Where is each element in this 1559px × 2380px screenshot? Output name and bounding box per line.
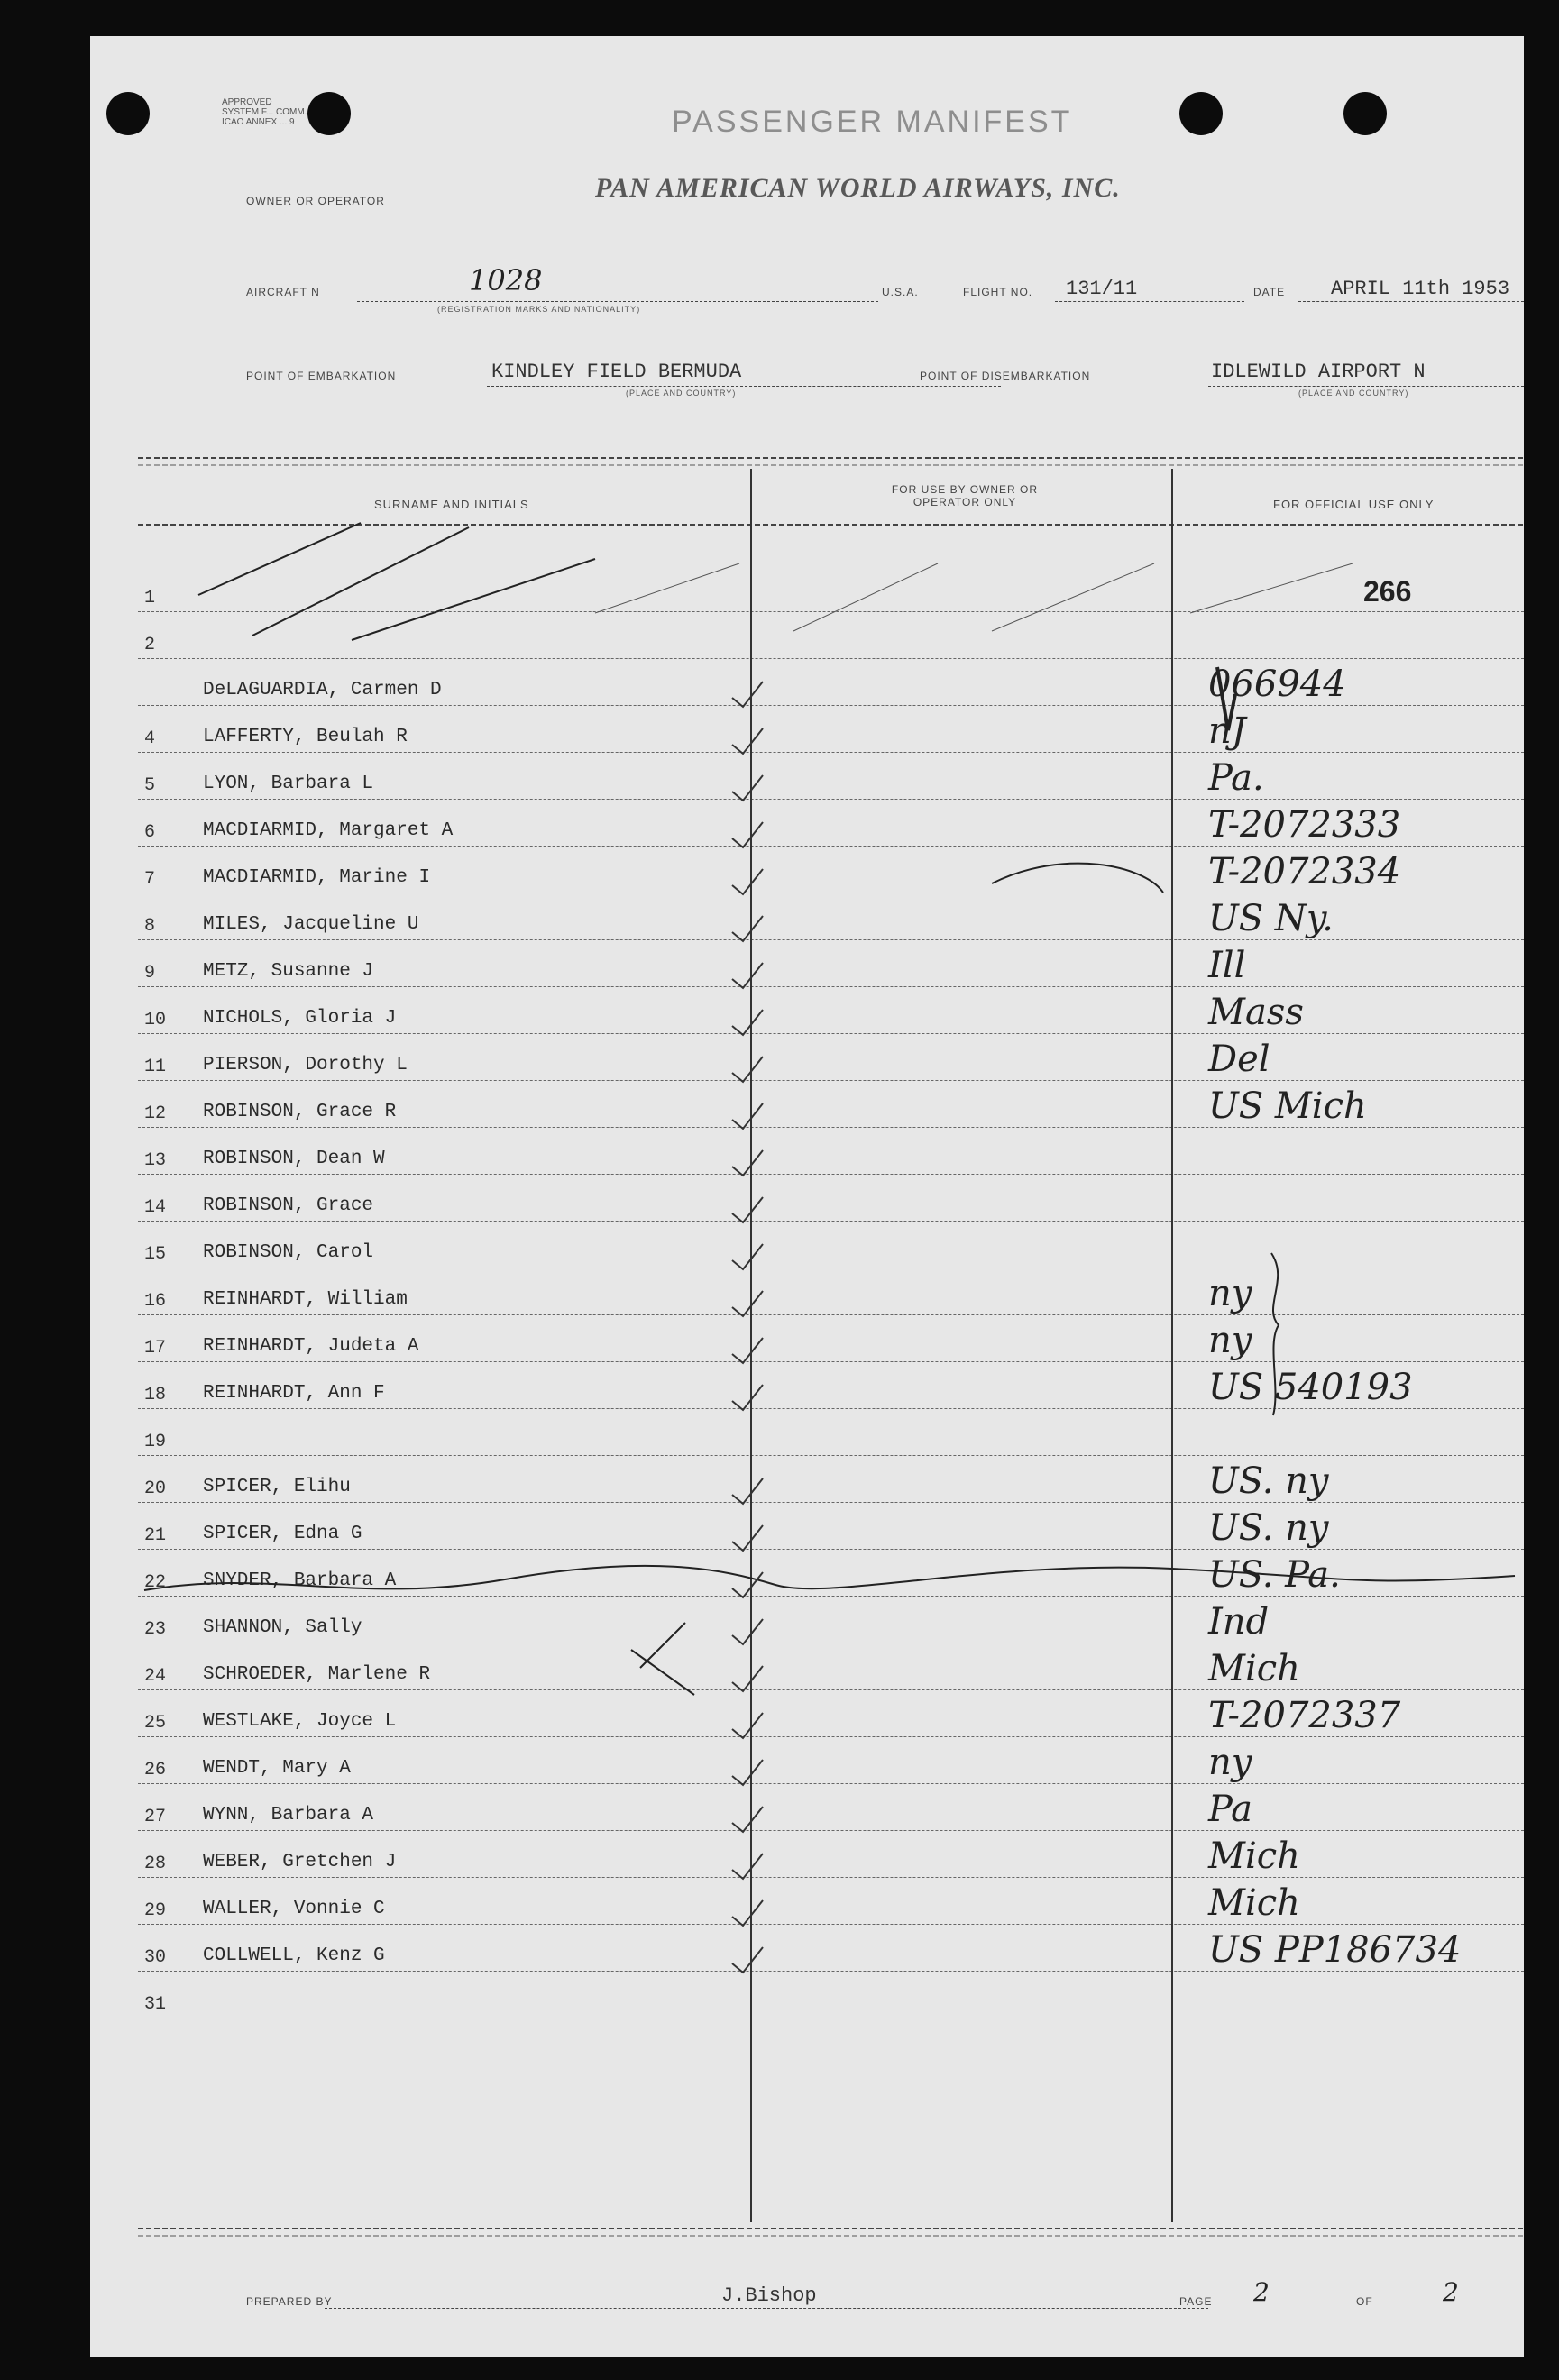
official-notation: T-2072334 — [1208, 851, 1401, 892]
check-mark — [732, 1900, 763, 1926]
row-number: 11 — [144, 1057, 167, 1077]
check-mark — [732, 1854, 763, 1879]
strike-line — [252, 527, 469, 636]
check-mark — [732, 1572, 763, 1597]
row-number: 7 — [144, 869, 156, 890]
stamp-number: 266 — [1363, 575, 1412, 608]
cross-mark — [631, 1623, 694, 1695]
page-value: 2 — [1253, 2277, 1270, 2307]
row-number: 17 — [144, 1338, 167, 1359]
check-mark — [732, 1197, 763, 1222]
strike-line — [793, 563, 938, 631]
check-mark — [732, 682, 763, 707]
row-number: 24 — [144, 1666, 167, 1687]
check-mark — [732, 1947, 763, 1973]
official-notation: ny — [1208, 1273, 1252, 1314]
passenger-name: NICHOLS, Gloria J — [203, 1008, 397, 1029]
row-number: 20 — [144, 1478, 167, 1499]
passenger-name: ROBINSON, Dean W — [203, 1149, 385, 1169]
check-mark — [732, 1807, 763, 1832]
passenger-name: WENDT, Mary A — [203, 1758, 351, 1779]
official-notation: 066944 — [1208, 664, 1346, 705]
passenger-name: LYON, Barbara L — [203, 774, 374, 794]
passenger-name: ROBINSON, Grace — [203, 1195, 374, 1216]
passenger-name: MACDIARMID, Marine I — [203, 867, 431, 888]
passenger-name: ROBINSON, Carol — [203, 1242, 374, 1263]
official-notation: T-2072333 — [1208, 804, 1401, 846]
page-title: PASSENGER MANIFEST — [672, 105, 1073, 139]
official-notation: Pa — [1208, 1789, 1252, 1830]
embark-value: KINDLEY FIELD BERMUDA — [491, 361, 742, 383]
row-number: 12 — [144, 1103, 167, 1124]
embark-place-caption: (PLACE AND COUNTRY) — [626, 389, 737, 398]
check-mark — [732, 1150, 763, 1176]
check-mark — [732, 916, 763, 941]
passenger-name: PIERSON, Dorothy L — [203, 1055, 408, 1076]
strike-line — [1190, 563, 1353, 613]
official-notation: Pa. — [1208, 757, 1264, 799]
prepared-underline — [325, 2308, 1208, 2309]
row-number: 22 — [144, 1572, 167, 1593]
official-use-column-header: FOR OFFICIAL USE ONLY — [1273, 498, 1435, 511]
stamp-line: SYSTEM F... COMM. — [222, 107, 307, 117]
row-number: 31 — [144, 1994, 167, 2015]
prepared-by-label: PREPARED BY — [246, 2295, 333, 2308]
check-mark — [732, 1291, 763, 1316]
row-number: 29 — [144, 1900, 167, 1921]
row-number: 13 — [144, 1150, 167, 1171]
official-notation: nJ — [1208, 710, 1246, 752]
passenger-name: SPICER, Elihu — [203, 1477, 351, 1497]
strike-line — [992, 563, 1154, 631]
check-mark — [732, 1525, 763, 1551]
row-number: 27 — [144, 1807, 167, 1827]
check-mark — [732, 1478, 763, 1504]
passenger-name: LAFFERTY, Beulah R — [203, 727, 408, 747]
of-label: OF — [1356, 2295, 1373, 2308]
brace-mark — [1271, 1253, 1279, 1415]
row-number: 10 — [144, 1010, 167, 1030]
passenger-name: REINHARDT, Judeta A — [203, 1336, 419, 1357]
official-notation: US. Pa. — [1208, 1554, 1341, 1596]
passenger-name: ROBINSON, Grace R — [203, 1102, 397, 1122]
row-number: 4 — [144, 728, 156, 749]
disembark-place-caption: (PLACE AND COUNTRY) — [1298, 389, 1409, 398]
page-label: PAGE — [1179, 2295, 1213, 2308]
row-number: 5 — [144, 775, 156, 796]
passenger-name: SCHROEDER, Marlene R — [203, 1664, 431, 1685]
owner-label: OWNER OR OPERATOR — [246, 195, 385, 207]
stamp-line: ICAO ANNEX ... 9 — [222, 117, 295, 127]
official-notation: US. ny — [1208, 1460, 1329, 1502]
strike-line — [595, 563, 739, 613]
row-number: 18 — [144, 1385, 167, 1405]
registration-caption: (REGISTRATION MARKS AND NATIONALITY) — [437, 305, 641, 314]
passenger-name: REINHARDT, Ann F — [203, 1383, 385, 1404]
row-number: 21 — [144, 1525, 167, 1546]
passenger-name: METZ, Susanne J — [203, 961, 374, 982]
row-number: 25 — [144, 1713, 167, 1734]
check-mark — [732, 1713, 763, 1738]
check-mark — [732, 1666, 763, 1691]
check-mark — [732, 1760, 763, 1785]
check-mark — [1217, 667, 1235, 730]
official-notation: Mich — [1208, 1648, 1300, 1689]
disembark-value: IDLEWILD AIRPORT N — [1211, 361, 1426, 383]
check-mark — [732, 1103, 763, 1129]
official-notation: Mich — [1208, 1882, 1300, 1924]
aircraft-label: AIRCRAFT N — [246, 286, 320, 298]
row-number: 15 — [144, 1244, 167, 1265]
check-mark — [732, 1244, 763, 1269]
disembark-label: POINT OF DISEMBARKATION — [920, 370, 1091, 382]
strike-line — [198, 523, 361, 595]
check-mark — [732, 822, 763, 847]
owner-use-column-header: FOR USE BY OWNER OR OPERATOR ONLY — [891, 483, 1039, 508]
check-mark — [732, 963, 763, 988]
passenger-name: REINHARDT, William — [203, 1289, 408, 1310]
official-notation: ny — [1208, 1320, 1252, 1361]
table-rules — [90, 36, 1524, 2357]
operator-name: PAN AMERICAN WORLD AIRWAYS, INC. — [595, 173, 1121, 203]
usa-label: U.S.A. — [882, 286, 919, 298]
official-notation: US Ny. — [1208, 898, 1334, 939]
date-value: APRIL 11th 1953 — [1331, 278, 1510, 300]
surname-column-header: SURNAME AND INITIALS — [374, 498, 529, 511]
row-number: 2 — [144, 635, 156, 655]
check-mark — [732, 869, 763, 894]
check-mark — [732, 1057, 763, 1082]
row-number: 30 — [144, 1947, 167, 1968]
official-notation: ny — [1208, 1742, 1252, 1783]
official-notation: US. ny — [1208, 1507, 1329, 1549]
arc-mark — [992, 864, 1163, 892]
passenger-name: MACDIARMID, Margaret A — [203, 820, 454, 841]
flight-label: FLIGHT NO. — [963, 286, 1033, 298]
row-number: 6 — [144, 822, 156, 843]
passenger-name: WEBER, Gretchen J — [203, 1852, 397, 1872]
aircraft-value: 1028 — [469, 263, 543, 298]
stamp-line: APPROVED — [222, 97, 272, 107]
check-mark — [732, 1010, 763, 1035]
official-notation: US 540193 — [1208, 1367, 1413, 1408]
passenger-name: SHANNON, Sally — [203, 1617, 362, 1638]
check-mark — [732, 1385, 763, 1410]
row-strike — [144, 1566, 1515, 1590]
row-number: 9 — [144, 963, 156, 984]
check-mark — [732, 728, 763, 754]
passenger-name: SNYDER, Barbara A — [203, 1570, 397, 1591]
row-number: 8 — [144, 916, 156, 937]
passenger-name: COLLWELL, Kenz G — [203, 1945, 385, 1966]
official-notation: Ind — [1208, 1601, 1270, 1643]
official-notation: Ill — [1208, 945, 1246, 986]
manifest-sheet — [90, 36, 1524, 2357]
passenger-name: DeLAGUARDIA, Carmen D — [203, 680, 442, 700]
official-notation: US Mich — [1208, 1085, 1367, 1127]
row-number: 16 — [144, 1291, 167, 1312]
of-value: 2 — [1443, 2277, 1459, 2307]
strike-line — [352, 559, 595, 640]
check-mark — [732, 775, 763, 801]
check-mark — [732, 1338, 763, 1363]
row-number: 19 — [144, 1432, 167, 1452]
passenger-name: WESTLAKE, Joyce L — [203, 1711, 397, 1732]
passenger-name: WALLER, Vonnie C — [203, 1899, 385, 1919]
row-number: 14 — [144, 1197, 167, 1218]
passenger-name: SPICER, Edna G — [203, 1524, 362, 1544]
row-number: 26 — [144, 1760, 167, 1780]
prepared-by-value: J.Bishop — [721, 2284, 817, 2307]
check-mark — [732, 1619, 763, 1644]
date-label: DATE — [1253, 286, 1286, 298]
row-number: 1 — [144, 588, 156, 609]
passenger-name: WYNN, Barbara A — [203, 1805, 374, 1826]
official-notation: Del — [1208, 1039, 1270, 1080]
official-notation: Mass — [1208, 992, 1304, 1033]
embark-label: POINT OF EMBARKATION — [246, 370, 397, 382]
official-notation: T-2072337 — [1208, 1695, 1401, 1736]
passenger-name: MILES, Jacqueline U — [203, 914, 419, 935]
official-notation: US PP186734 — [1208, 1929, 1462, 1971]
row-number: 28 — [144, 1854, 167, 1874]
flight-value: 131/11 — [1066, 278, 1138, 300]
row-number: 23 — [144, 1619, 167, 1640]
official-notation: Mich — [1208, 1835, 1300, 1877]
